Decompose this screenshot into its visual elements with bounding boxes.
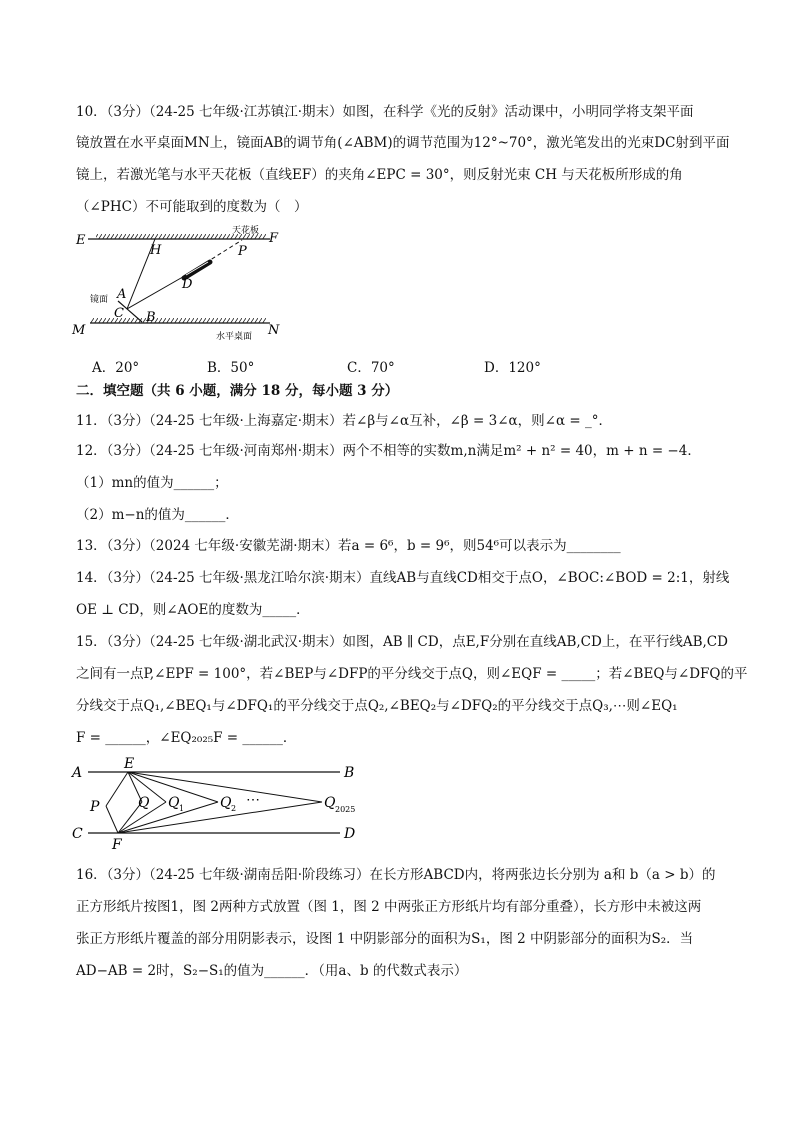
q10-line-4: （∠PHC）不可能取到的度数为（ ） bbox=[76, 199, 308, 215]
label-M: M bbox=[72, 323, 86, 338]
q12-line-1: 12．（3分）（24-25 七年级·河南郑州·期末）两个不相等的实数m,n满足m² + n² = 40，m + n = −4． bbox=[76, 443, 701, 459]
label-H: H bbox=[150, 243, 162, 258]
label-A: A bbox=[117, 287, 127, 302]
option-a[interactable]: A．20° bbox=[92, 360, 140, 376]
q14-line-1: 14．（3分）（24-25 七年级·黑龙江哈尔滨·期末）直线AB与直线CD相交于点O，∠BOC:∠BOD = 2:1，射线 bbox=[76, 570, 730, 586]
q10-figure bbox=[70, 222, 290, 344]
beam-cd bbox=[127, 274, 188, 309]
label-Q1-sub: 1 bbox=[179, 804, 185, 813]
q16-line-2: 正方形纸片按图1，图 2两种方式放置（图 1，图 2 中两张正方形纸片均有部分重叠），长方形中未被这两 bbox=[76, 899, 702, 915]
label-P: P bbox=[238, 244, 247, 259]
q16-line-1: 16．（3分）（24-25 七年级·湖南岳阳·阶段练习）在长方形ABCD内，将两张边长分别为 a和 b（a > b）的 bbox=[76, 867, 716, 883]
label-P: P bbox=[90, 799, 100, 815]
label-B: B bbox=[344, 765, 355, 781]
label-ceiling: 天花板 bbox=[232, 226, 260, 236]
q10-line-2: 镜放置在水平桌面MN上，镜面AB的调节角(∠ABM)的调节范围为12°~70°，激光笔发出的光束DC射到平面 bbox=[76, 135, 730, 151]
label-F: F bbox=[269, 231, 279, 246]
q12-sub-1: （1）mn的值为______； bbox=[76, 475, 228, 491]
label-E: E bbox=[124, 756, 135, 772]
option-b[interactable]: B．50° bbox=[207, 360, 255, 376]
q15-line-1: 15．（3分）（24-25 七年级·湖北武汉·期末）如图，AB ∥ CD，点E,F分别在直线AB,CD上，在平行线AB,CD bbox=[76, 634, 728, 650]
label-C: C bbox=[114, 306, 124, 321]
q15-line-4: F = ______，∠EQ₂₀₂₅F = ______． bbox=[76, 730, 297, 746]
q14-line-2: OE ⊥ CD，则∠AOE的度数为_____． bbox=[76, 602, 310, 618]
label-D: D bbox=[344, 826, 356, 842]
q16-line-4: AD−AB = 2时，S₂−S₁的值为______．（用a、b 的代数式表示） bbox=[76, 963, 468, 979]
label-E: E bbox=[76, 233, 86, 248]
label-C: C bbox=[72, 826, 83, 842]
label-Q2025: Q bbox=[324, 795, 336, 811]
label-Q2025-sub: 2025 bbox=[335, 805, 356, 814]
q15-line-3: 分线交于点Q₁,∠BEQ₁与∠DFQ₁的平分线交于点Q₂,∠BEQ₂与∠DFQ₂的平分线交于点Q₃,⋯则∠EQ₁ bbox=[76, 698, 678, 714]
label-Q: Q bbox=[138, 795, 150, 811]
q12-sub-2: （2）m−n的值为______． bbox=[76, 507, 239, 523]
option-d[interactable]: D．120° bbox=[484, 360, 541, 376]
q11-text: 11．（3分）（24-25 七年级·上海嘉定·期末）若∠β与∠α互补，∠β = 3∠α，则∠α = _°． bbox=[76, 413, 612, 429]
label-dots: ⋯ bbox=[246, 792, 260, 808]
section-heading: 二．填空题（共 6 小题，满分 18 分，每小题 3 分） bbox=[76, 383, 399, 399]
laser-pen bbox=[184, 262, 210, 278]
label-B: B bbox=[146, 310, 156, 325]
q15-line-2: 之间有一点P,∠EPF = 100°，若∠BEP与∠DFP的平分线交于点Q，则∠EQF = _____；若∠BEQ与∠DFQ的平 bbox=[76, 666, 748, 682]
q10-line-3: 镜上，若激光笔与水平天花板（直线EF）的夹角∠EPC = 30°，则反射光束 CH 与天花板所形成的角 bbox=[76, 167, 683, 183]
q10-line-1: 10．（3分）（24-25 七年级·江苏镇江·期末）如图，在科学《光的反射》活动课中，小明同学将支架平面 bbox=[76, 104, 694, 120]
label-desk: 水平桌面 bbox=[216, 332, 253, 342]
q13-text: 13．（3分）（2024 七年级·安徽芜湖·期末）若a = 6⁶，b = 9⁶，则54⁶可以表示为________ bbox=[76, 538, 621, 554]
label-mirror: 镜面 bbox=[90, 295, 109, 305]
label-Q1: Q bbox=[168, 795, 180, 811]
label-Q2: Q bbox=[220, 795, 232, 811]
label-A: A bbox=[72, 765, 83, 781]
label-F: F bbox=[112, 837, 122, 853]
label-Q2-sub: 2 bbox=[231, 804, 237, 813]
label-N: N bbox=[268, 323, 280, 338]
q15-figure bbox=[68, 756, 368, 854]
label-D: D bbox=[182, 277, 193, 292]
q16-line-3: 张正方形纸片覆盖的部分用阴影表示，设图 1 中阴影部分的面积为S₁，图 2 中阴影部分的面积为S₂．当 bbox=[76, 931, 694, 947]
option-c[interactable]: C．70° bbox=[347, 360, 395, 376]
